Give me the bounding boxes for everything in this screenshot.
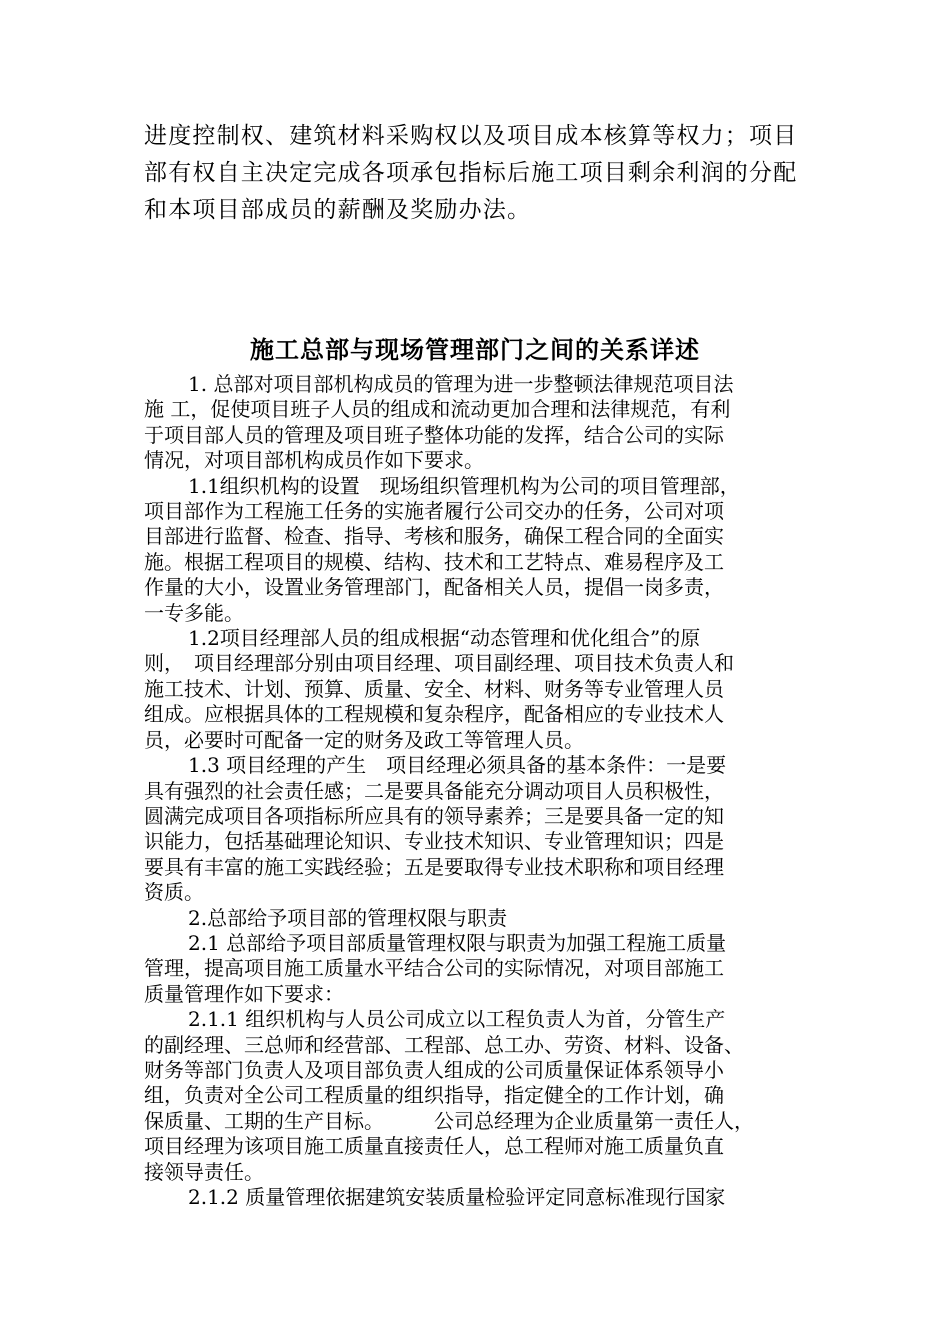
paragraph-line: 2.1.2 质量管理依据建筑安装质量检验评定同意标准现行国家 <box>188 1185 726 1209</box>
paragraph-line: 员，必要时可配备一定的财务及政工等管理人员。 <box>144 727 584 752</box>
section-title: 施工总部与现场管理部门之间的关系详述 <box>250 336 700 364</box>
paragraph-line: 财务等部门负责人及项目部负责人组成的公司质量保证体系领导小 <box>144 1057 724 1082</box>
paragraph-line: 施 工，促使项目班子人员的组成和流动更加合理和法律规范，有利 <box>144 397 731 422</box>
intro-line: 和本项目部成员的薪酬及奖励办法。 <box>144 197 532 223</box>
paragraph-line: 组成。应根据具体的工程规模和复杂程序，配备相应的专业技术人 <box>144 702 724 727</box>
paragraph-line: 要具有丰富的施工实践经验；五是要取得专业技术职称和项目经理 <box>144 854 724 879</box>
paragraph-line: 一专多能。 <box>144 600 244 625</box>
paragraph-line: 2.总部给予项目部的管理权限与职责 <box>188 905 508 930</box>
paragraph-line: 资质。 <box>144 880 204 905</box>
paragraph-line: 的副经理、三总师和经营部、工程部、总工办、劳资、材料、设备、 <box>144 1032 744 1057</box>
paragraph-line: 项目部作为工程施工任务的实施者履行公司交办的任务，公司对项 <box>144 499 724 524</box>
paragraph-line: 组，负责对全公司工程质量的组织指导，指定健全的工作计划，确 <box>144 1083 724 1108</box>
paragraph-line: 施工技术、计划、预算、质量、安全、材料、财务等专业管理人员 <box>144 676 724 701</box>
paragraph-line: 质量管理作如下要求： <box>144 981 344 1006</box>
paragraph-line: 具有强烈的社会责任感；二是要具备能充分调动项目人员积极性， <box>144 778 724 803</box>
paragraph-line: 项目经理为该项目施工质量直接责任人，总工程师对施工质量负直 <box>144 1134 724 1159</box>
paragraph-line: 1.2项目经理部人员的组成根据“动态管理和优化组合”的原 <box>188 626 701 651</box>
intro-line: 进度控制权、建筑材料采购权以及项目成本核算等权力；项目 <box>144 123 798 149</box>
paragraph-line: 2.1.1 组织机构与人员公司成立以工程负责人为首，分管生产 <box>188 1007 726 1032</box>
intro-paragraph <box>144 118 824 229</box>
body-text <box>144 372 824 1210</box>
paragraph-line: 2.1 总部给予项目部质量管理权限与职责为加强工程施工质量 <box>188 930 727 955</box>
paragraph-line: 目部进行监督、检查、指导、考核和服务，确保工程合同的全面实 <box>144 524 724 549</box>
paragraph-line: 管理，提高项目施工质量水平结合公司的实际情况，对项目部施工 <box>144 956 724 981</box>
paragraph-line: 1. 总部对项目部机构成员的管理为进一步整顿法律规范项目法 <box>188 372 734 396</box>
paragraph-line: 接领导责任。 <box>144 1159 264 1184</box>
paragraph-line: 保质量、工期的生产目标。 公司总经理为企业质量第一责任人， <box>144 1108 754 1133</box>
paragraph-line: 1.3 项目经理的产生 项目经理必须具备的基本条件：一是要 <box>188 753 727 778</box>
intro-line: 部有权自主决定完成各项承包指标后施工项目剩余利润的分配 <box>144 160 798 186</box>
paragraph-line: 作量的大小，设置业务管理部门，配备相关人员，提倡一岗多责， <box>144 575 724 600</box>
paragraph-line: 识能力，包括基础理论知识、专业技术知识、专业管理知识；四是 <box>144 829 724 854</box>
paragraph-line: 圆满完成项目各项指标所应具有的领导素养；三是要具备一定的知 <box>144 803 724 828</box>
paragraph-line: 施。根据工程项目的规模、结构、技术和工艺特点、难易程序及工 <box>144 549 724 574</box>
paragraph-line: 则， 项目经理部分别由项目经理、项目副经理、项目技术负责人和 <box>144 651 734 676</box>
paragraph-line: 情况，对项目部机构成员作如下要求。 <box>144 448 484 473</box>
paragraph-line: 1.1组织机构的设置 现场组织管理机构为公司的项目管理部， <box>188 473 740 498</box>
paragraph-line: 于项目部人员的管理及项目班子整体功能的发挥，结合公司的实际 <box>144 422 724 447</box>
